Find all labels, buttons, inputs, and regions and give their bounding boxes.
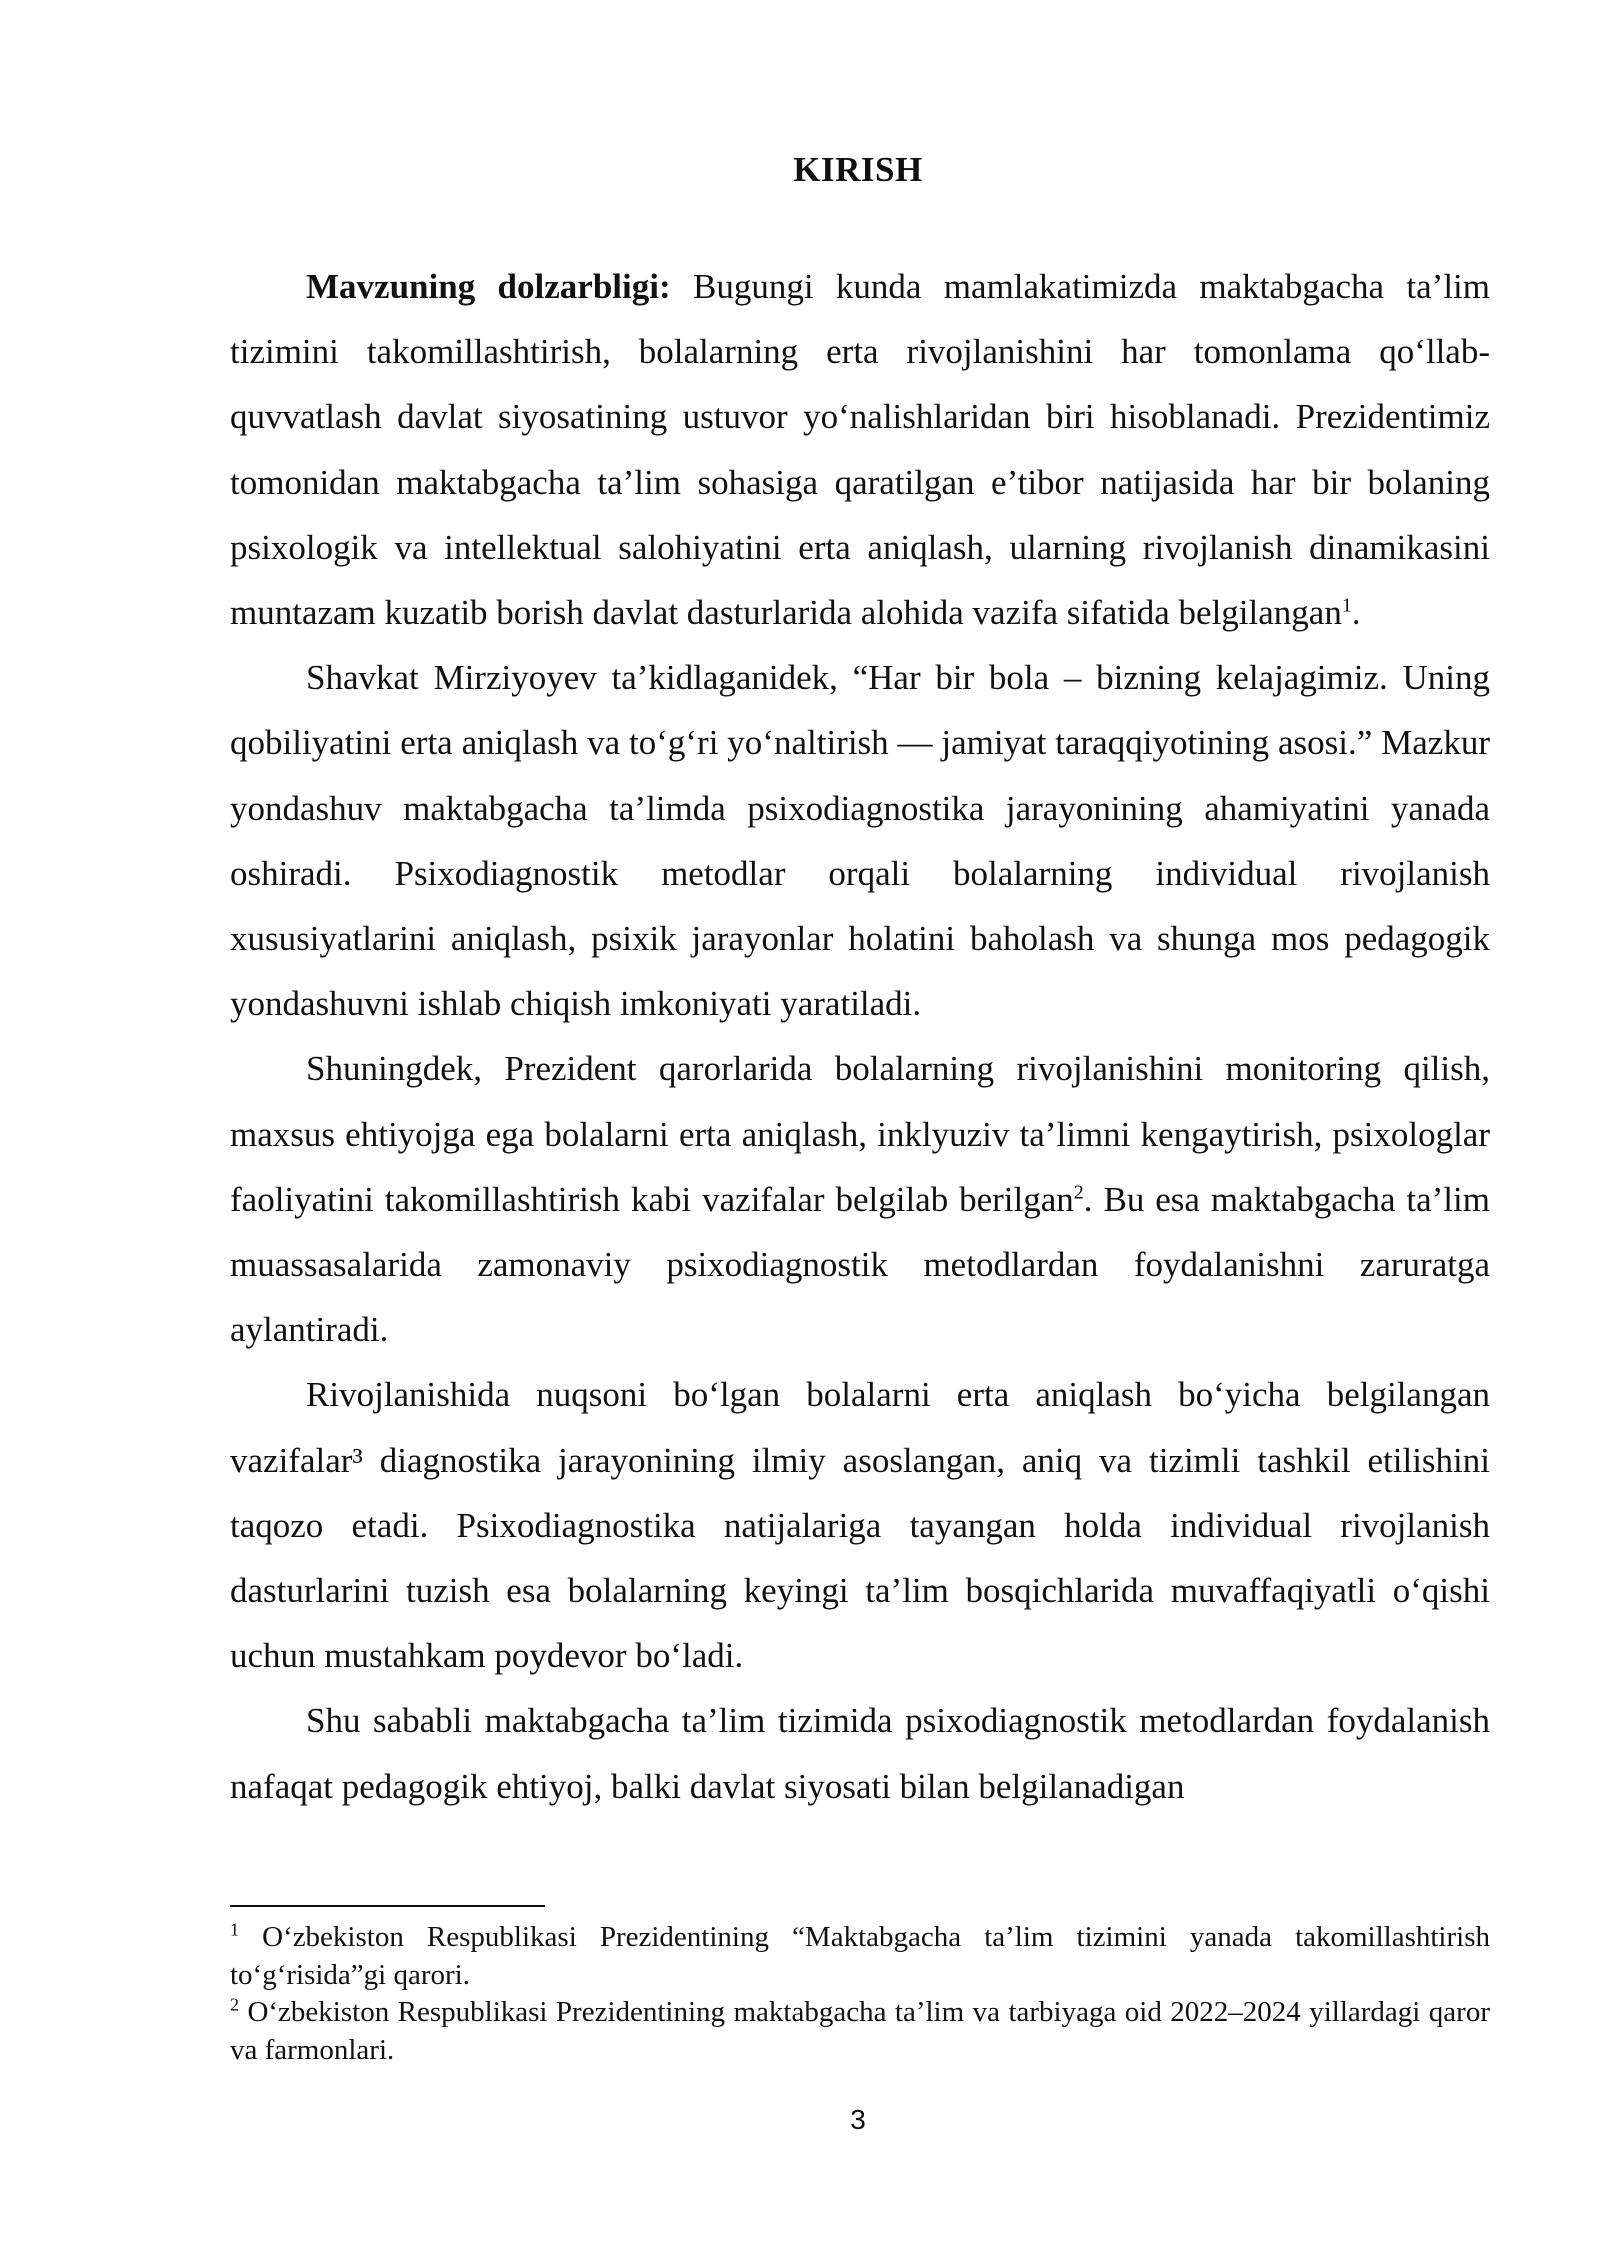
footnote-reference: 1 (1341, 594, 1352, 617)
footnotes (230, 1919, 1490, 2069)
footnote-reference: 2 (1073, 1181, 1084, 1204)
footnote-mark: 2 (230, 1994, 239, 2015)
paragraph-decrees (230, 1036, 1490, 1362)
paragraph-text: Shavkat Mirziyoyev ta’kidlaganidek, “Har bir bola – bizning kelajagimiz. Uning qobiliyatini erta aniqlash va to‘g‘ri yo‘naltirish — jamiyat taraqqiyotining asosi.” Mazkur yondashuv maktabgacha ta’limda psixodiagnostika jarayonining ahamiyatini yanada oshiradi. Psixodiagnostik metodlar orqali bolalarning individual rivojlanish xususiyatlarini aniqlash, psixik jarayonlar holatini baholash va shunga mos pedagogik yondashuvni ishlab chiqish imkoniyati yaratiladi. (230, 658, 1490, 1024)
paragraph-text-end: . (1351, 593, 1361, 633)
footnote-text: O‘zbekiston Respublikasi Prezidentining maktabgacha ta’lim va tarbiyaga oid 2022–2024 yillardagi qaror va farmonlari. (230, 1996, 1490, 2066)
footnote-text: O‘zbekiston Respublikasi Prezidentining “Maktabgacha ta’lim tizimini yanada takomillashtirish to‘g‘risida”gi qarori. (230, 1921, 1490, 1991)
page-number: 3 (850, 2104, 866, 2135)
paragraph-text: Shuningdek, Prezident qarorlarida bolalarning rivojlanishini monitoring qilish, maxsus ehtiyojga ega bolalarni erta aniqlash, inklyuziv ta’limni kengaytirish, psixologlar faoliyatini takomillashtirish kabi vazifalar belgilab berilgan (230, 1049, 1490, 1219)
footnote (230, 1919, 1490, 1994)
footnote (230, 1994, 1490, 2069)
paragraph-early-detection (230, 1362, 1490, 1688)
paragraph-relevance (230, 254, 1490, 645)
section-title: KIRISH (793, 150, 923, 189)
paragraph-lead: Mavzuning dolzarbligi: (306, 267, 671, 306)
footnote-separator (230, 1905, 545, 1907)
paragraph-text: Rivojlanishida nuqsoni bo‘lgan bolalarni erta aniqlash bo‘yicha belgilangan vazifalar³ diagnostika jarayonining ilmiy asoslangan, aniq va tizimli tashkil etilishini taqozo etadi. Psixodiagnostika natijalariga tayangan holda individual rivojlanish dasturlarini tuzish esa bolalarning keyingi ta’lim bosqichlarida muvaffaqiyatli o‘qishi uchun mustahkam poydevor bo‘ladi. (230, 1375, 1490, 1676)
paragraph-conclusion (230, 1688, 1490, 1818)
paragraph-text: Bugungi kunda mamlakatimizda maktabgacha ta’lim tizimini takomillashtirish, bolalarning erta rivojlanishini har tomonlama qo‘llab-quvvatlash davlat siyosatining ustuvor yo‘nalishlaridan biri hisoblanadi. Prezidentimiz tomonidan maktabgacha ta’lim sohasiga qaratilgan e’tibor natijasida har bir bolaning psixologik va intellektual salohiyatini erta aniqlash, ularning rivojlanish dinamikasini muntazam kuzatib borish davlat dasturlarida alohida vazifa sifatida belgilangan (230, 267, 1490, 633)
body-text (230, 254, 1490, 1819)
paragraph-text-end: . Bu esa maktabgacha ta’lim muassasalarida zamonaviy psixodiagnostik metodlardan foydalanishni zaruratga aylantiradi. (230, 1179, 1490, 1350)
paragraph-quote (230, 645, 1490, 1036)
footnote-mark: 1 (230, 1919, 239, 1940)
paragraph-text: Shu sababli maktabgacha ta’lim tizimida psixodiagnostik metodlardan foydalanish nafaqat pedagogik ehtiyoj, balki davlat siyosati bilan belgilanadigan (230, 1701, 1490, 1806)
